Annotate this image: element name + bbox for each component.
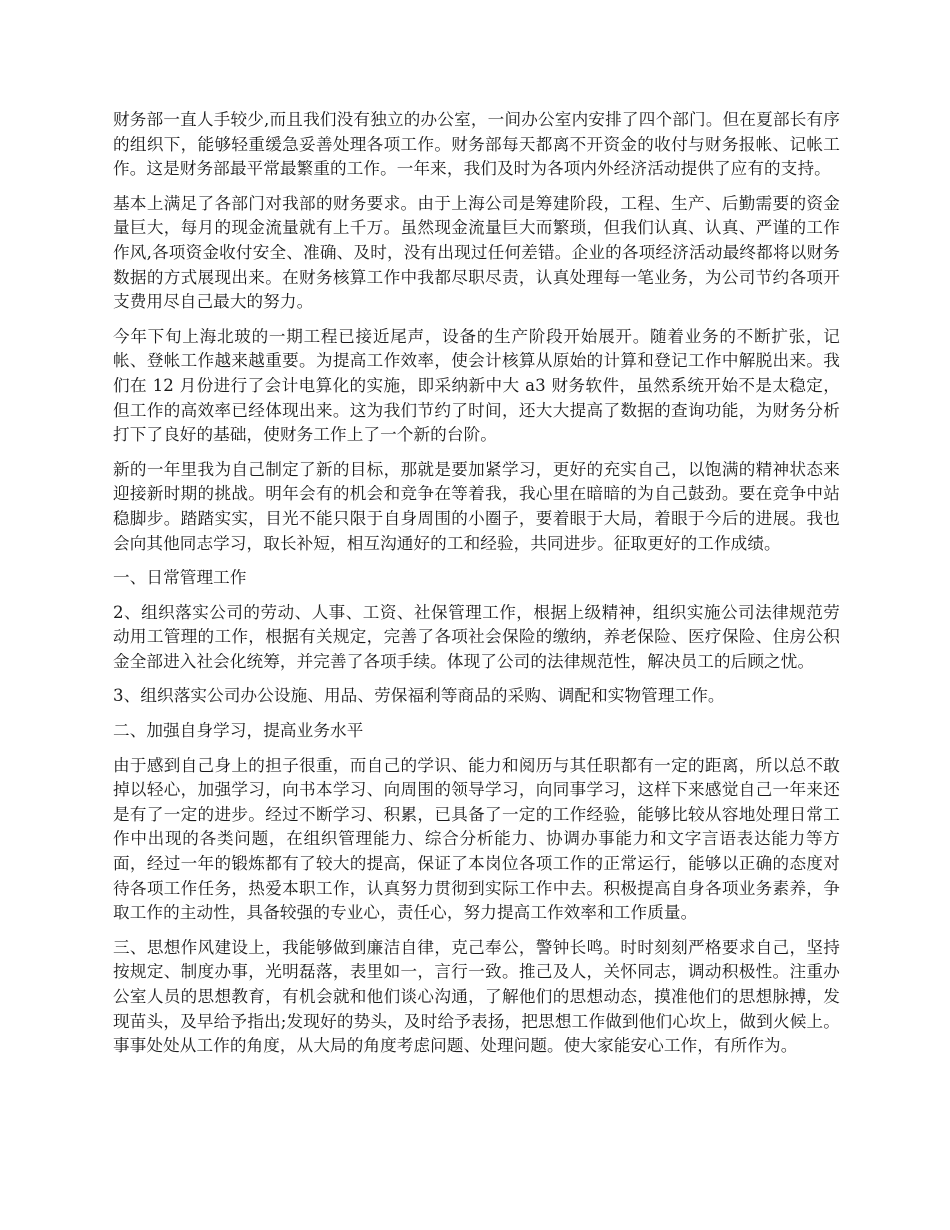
section-heading-daily-management: 一、日常管理工作 — [113, 568, 247, 588]
document-body — [113, 108, 840, 1069]
section-heading-self-study: 二、加强自身学习，提高业务水平 — [113, 721, 364, 741]
paragraph-learning-progress: 由于感到自己身上的担子很重，而自己的学识、能力和阅历与其任职都有一定的距离，所以总不敢掉以轻心，加强学习，向书本学习、向周围的领导学习，向同事学习，这样下来感觉自己一年来还是有了一定的进步。经过不断学习、积累，已具备了一定的工作经验，能够比较从容地处理日常工作中出现的各类问题，在组织管理能力、综合分析能力、协调办事能力和文字言语表达能力等方面，经过一年的锻炼都有了较大的提高，保证了本岗位各项工作的正常运行，能够以正确的态度对待各项工作任务，热爱本职工作，认真努力贯彻到实际工作中去。积极提高自身各项业务素养，争取工作的主动性，具备较强的专业心，责任心，努力提高工作效率和工作质量。 — [113, 755, 840, 923]
paragraph-accounting-software: 今年下旬上海北玻的一期工程已接近尾声，设备的生产阶段开始展开。随着业务的不断扩张，记帐、登帐工作越来越重要。为提高工作效率，使会计核算从原始的计算和登记工作中解脱出来。我们在 12 月份进行了会计电算化的实施，即采纳新中大 a3 财务软件，虽然系统开始不是太稳定，但工作的高效率已经体现出来。这为我们节约了时间，还大大提高了数据的查询功能，为财务分析打下了良好的基础，使财务工作上了一个新的台阶。 — [113, 326, 840, 445]
paragraph-procurement: 3、组织落实公司办公设施、用品、劳保福利等商品的采购、调配和实物管理工作。 — [113, 686, 725, 706]
paragraph-finance-staffing: 财务部一直人手较少,而且我们没有独立的办公室，一间办公室内安排了四个部门。但在夏部长有序的组织下，能够轻重缓急妥善处理各项工作。财务部每天都离不开资金的收付与财务报帐、记帐工作。这是财务部最平常最繁重的工作。一年来，我们及时为各项内外经济活动提供了应有的支持。 — [113, 110, 840, 179]
paragraph-labor-hr: 2、组织落实公司的劳动、人事、工资、社保管理工作，根据上级精神，组织实施公司法律规范劳动用工管理的工作，根据有关规定，完善了各项社会保险的缴纳，养老保险、医疗保险、住房公积金全部进入社会化统筹，并完善了各项手续。体现了公司的法律规范性，解决员工的后顾之忧。 — [113, 602, 840, 671]
paragraph-new-year-goals: 新的一年里我为自己制定了新的目标，那就是要加紧学习，更好的充实自己，以饱满的精神状态来迎接新时期的挑战。明年会有的机会和竞争在等着我，我心里在暗暗的为自己鼓劲。要在竞争中站稳脚步。踏踏实实，目光不能只限于自身周围的小圈子，要着眼于大局，着眼于今后的进展。我也会向其他同志学习，取长补短，相互沟通好的工和经验，共同进步。征取更好的工作成绩。 — [113, 459, 840, 553]
paragraph-ideology-style: 三、思想作风建设上，我能够做到廉洁自律，克己奉公，警钟长鸣。时时刻刻严格要求自己，坚持按规定、制度办事，光明磊落，表里如一，言行一致。推己及人，关怀同志，调动积极性。注重办公室人员的思想教育，有机会就和他们谈心沟通，了解他们的思想动态，摸准他们的思想脉搏，发现苗头，及早给予指出;发现好的势头，及时给予表扬，把思想工作做到他们心坎上，做到火候上。事事处处从工作的角度，从大局的角度考虑问题、处理问题。使大家能安心工作，有所作为。 — [113, 937, 840, 1056]
paragraph-finance-requirements: 基本上满足了各部门对我部的财务要求。由于上海公司是筹建阶段，工程、生产、后勤需要的资金量巨大，每月的现金流量就有上千万。虽然现金流量巨大而繁琐，但我们认真、认真、严谨的工作作风,各项资金收付安全、准确、及时，没有出现过任何差错。企业的各项经济活动最终都将以财务数据的方式展现出来。在财务核算工作中我都尽职尽责，认真处理每一笔业务，为公司节约各项开支费用尽自己最大的努力。 — [113, 193, 840, 312]
